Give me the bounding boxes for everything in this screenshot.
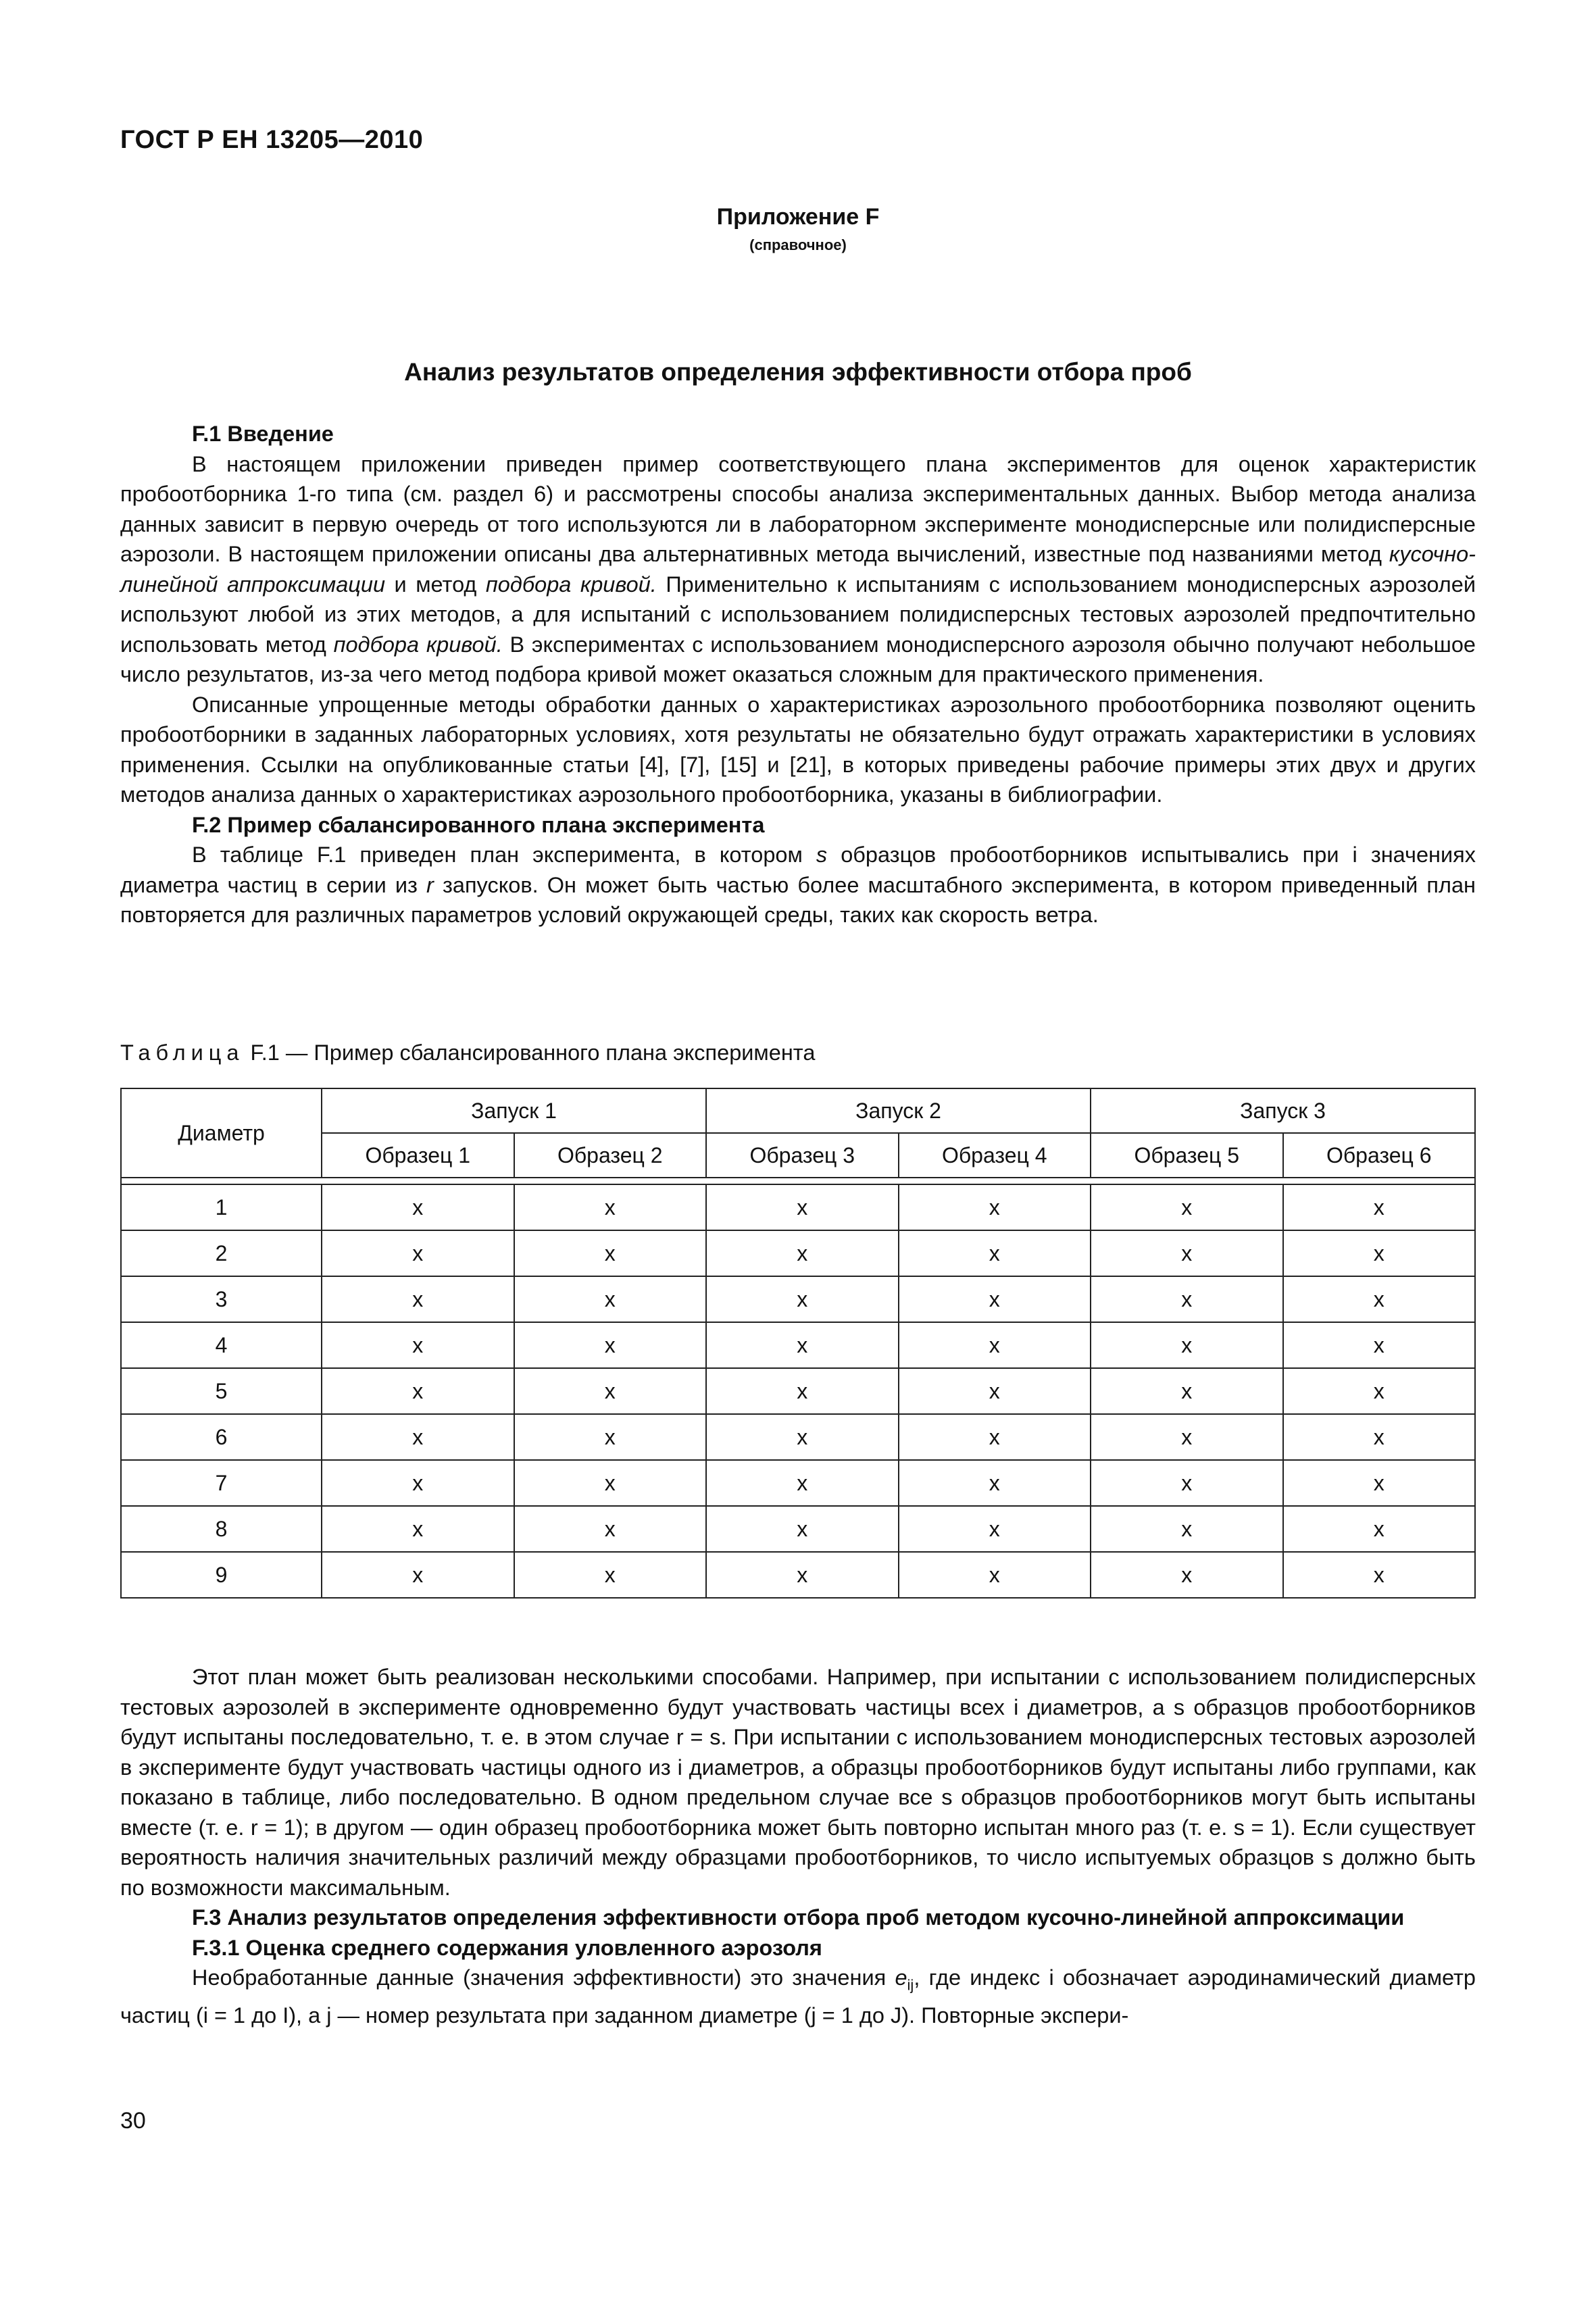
table-row [121, 1552, 1475, 1598]
table-cell-diameter: 3 [121, 1276, 322, 1322]
paragraph-f1-1 [120, 449, 1476, 690]
table-cell-mark: x [322, 1368, 514, 1414]
table-cell-mark: x [514, 1506, 707, 1552]
italic-variable: e [895, 1965, 907, 1990]
subscript-index: ij [907, 1976, 914, 1994]
paragraph-f1-2: Описанные упрощенные методы обработки данных о характеристиках аэрозольного пробоотборника позволяют оценить пробоотборники в заданных лабораторных условиях, хотя результаты не обязательно будут отражать характеристики в условиях применения. Ссылки на опубликованные статьи [4], [7], [15] и [21], в которых приведены рабочие примеры этих двух и других методов анализа данных о характеристиках аэрозольного пробоотборника, указаны в библиографии. [120, 692, 1476, 807]
italic-term: подбора кривой. [485, 572, 657, 597]
table-cell-mark: x [1283, 1184, 1476, 1230]
table-cell-mark: x [322, 1184, 514, 1230]
table-cell-mark: x [706, 1414, 899, 1460]
table-cell-mark: x [706, 1322, 899, 1368]
table-cell-mark: x [322, 1506, 514, 1552]
italic-variable: s [816, 842, 828, 867]
italic-term: кусочно-линейной аппроксимации [120, 542, 1476, 597]
text-span: , где индекс i обозначает аэродинамический диаметр частиц (i = 1 до I), а j — номер результата при заданном диаметре (j = 1 до J). Повторные экспери- [120, 1965, 1476, 2028]
table-separator [121, 1178, 1475, 1184]
table-cell-diameter: 1 [121, 1184, 322, 1230]
table-cell-diameter: 9 [121, 1552, 322, 1598]
table-caption-text: F.1 — Пример сбалансированного плана эксперимента [244, 1040, 816, 1065]
table-cell-mark: x [322, 1552, 514, 1598]
table-cell-mark: x [1091, 1414, 1283, 1460]
table-cell-mark: x [322, 1414, 514, 1460]
text-span: В экспериментах с использованием монодисперсного аэрозоля обычно получают небольшое число результатов, из-за чего метод подбора кривой может оказаться сложным для практического применения. [120, 632, 1476, 686]
table-cell-mark: x [706, 1368, 899, 1414]
table-cell-diameter: 4 [121, 1322, 322, 1368]
table-cell-mark: x [1283, 1552, 1476, 1598]
italic-term: подбора кривой. [333, 632, 503, 657]
table-cell-mark: x [899, 1276, 1091, 1322]
table-cell-mark: x [706, 1552, 899, 1598]
document-id-header: ГОСТ Р ЕН 13205—2010 [120, 126, 424, 154]
table-row [121, 1506, 1475, 1552]
table-cell-mark: x [899, 1552, 1091, 1598]
table-cell-mark: x [514, 1230, 707, 1276]
table-cell-mark: x [706, 1506, 899, 1552]
table-cell-mark: x [706, 1460, 899, 1506]
table-cell-mark: x [899, 1414, 1091, 1460]
appendix-type: (справочное) [749, 236, 847, 253]
experiment-plan-table [120, 1088, 1476, 1599]
paragraph-f31 [120, 1963, 1476, 2031]
table-cell-mark: x [322, 1230, 514, 1276]
text-span: В таблице F.1 приведен план эксперимента, в котором [192, 842, 816, 867]
table-cell-mark: x [899, 1184, 1091, 1230]
table-cell-mark: x [1091, 1506, 1283, 1552]
table-row [121, 1184, 1475, 1230]
table-header-sample: Образец 1 [322, 1133, 514, 1178]
table-header-sample: Образец 6 [1283, 1133, 1476, 1178]
table-cell-mark: x [322, 1460, 514, 1506]
table-cell-mark: x [514, 1414, 707, 1460]
table-cell-mark: x [1283, 1230, 1476, 1276]
italic-variable: r [426, 872, 434, 897]
table-cell-mark: x [899, 1230, 1091, 1276]
table-cell-mark: x [322, 1276, 514, 1322]
table-cell-diameter: 6 [121, 1414, 322, 1460]
text-span: В настоящем приложении приведен пример соответствующего плана экспериментов для оценок характеристик пробоотборника 1-го типа (см. раздел 6) и рассмотрены способы анализа экспериментальных данных. Выбор метода анализа данных зависит в первую очередь от того используются ли в лабораторном эксперименте монодисперсные или полидисперсные аэрозоли. В настоящем приложении описаны два альтернативных метода вычислений, известные под названиями метод [120, 451, 1476, 566]
table-cell-mark: x [1283, 1276, 1476, 1322]
text-span: и метод [385, 572, 486, 597]
table-caption [120, 1040, 815, 1065]
text-span: Применительно к испытаниям с использованием монодисперсных аэрозолей используют любой из этих методов, а для испытаний с использованием полидисперсных тестовых аэрозолей предпочтительно использовать метод [120, 572, 1476, 657]
section-heading-f3: F.3 Анализ результатов определения эффективности отбора проб методом кусочно-линейной аппроксимации [192, 1905, 1405, 1930]
table-cell-mark: x [1091, 1276, 1283, 1322]
table-cell-diameter: 8 [121, 1506, 322, 1552]
table-cell-mark: x [1091, 1368, 1283, 1414]
table-row [121, 1368, 1475, 1414]
page-number: 30 [120, 2108, 146, 2134]
table-row [121, 1276, 1475, 1322]
table-cell-mark: x [1091, 1552, 1283, 1598]
table-row [121, 1322, 1475, 1368]
table-cell-mark: x [899, 1322, 1091, 1368]
table-caption-prefix: Таблица [120, 1040, 245, 1065]
table-cell-mark: x [514, 1552, 707, 1598]
table-separator-cell [121, 1178, 1475, 1184]
table-cell-mark: x [1091, 1322, 1283, 1368]
table-cell-mark: x [514, 1322, 707, 1368]
table-cell-mark: x [1283, 1414, 1476, 1460]
table-cell-mark: x [514, 1276, 707, 1322]
table-header-run: Запуск 3 [1091, 1088, 1475, 1133]
paragraph-f2-1 [120, 840, 1476, 930]
section-heading-f31: F.3.1 Оценка среднего содержания уловленного аэрозоля [192, 1935, 822, 1960]
table-cell-mark: x [1283, 1460, 1476, 1506]
table-row [121, 1414, 1475, 1460]
appendix-title: Приложение F [716, 204, 880, 230]
text-span: Необработанные данные (значения эффективности) это значения [192, 1965, 895, 1990]
table-row [121, 1230, 1475, 1276]
table-cell-mark: x [514, 1460, 707, 1506]
table-cell-diameter: 5 [121, 1368, 322, 1414]
table-header-run: Запуск 1 [322, 1088, 706, 1133]
table-body [121, 1178, 1475, 1598]
table-cell-mark: x [1283, 1506, 1476, 1552]
table-header-run: Запуск 2 [706, 1088, 1091, 1133]
table-cell-mark: x [899, 1506, 1091, 1552]
section-heading-f1: F.1 Введение [192, 422, 334, 446]
table-cell-mark: x [1091, 1184, 1283, 1230]
table-cell-diameter: 7 [121, 1460, 322, 1506]
table-cell-diameter: 2 [121, 1230, 322, 1276]
table-header-sample: Образец 3 [706, 1133, 899, 1178]
table-cell-mark: x [706, 1230, 899, 1276]
table-cell-mark: x [514, 1184, 707, 1230]
section-heading-f2: F.2 Пример сбалансированного плана эксперимента [192, 812, 765, 837]
table-header-sample: Образец 5 [1091, 1133, 1283, 1178]
table-header-sample: Образец 2 [514, 1133, 707, 1178]
table-cell-mark: x [514, 1368, 707, 1414]
table-header-diameter: Диаметр [121, 1088, 322, 1178]
text-span: образцов пробоотборников испытывались при i значениях диаметра частиц в серии из [120, 842, 1476, 897]
text-span: запусков. Он может быть частью более масштабного эксперимента, в котором приведенный план повторяется для различных параметров условий окружающей среды, таких как скорость ветра. [120, 872, 1476, 927]
table-cell-mark: x [706, 1276, 899, 1322]
main-title: Анализ результатов определения эффективности отбора проб [404, 358, 1192, 386]
table-cell-mark: x [1091, 1230, 1283, 1276]
section-f2-f3 [120, 1662, 1476, 2031]
table-cell-mark: x [1283, 1368, 1476, 1414]
table-cell-mark: x [1283, 1322, 1476, 1368]
table-header-sample: Образец 4 [899, 1133, 1091, 1178]
table-cell-mark: x [1091, 1460, 1283, 1506]
table-cell-mark: x [899, 1368, 1091, 1414]
paragraph-after-table: Этот план может быть реализован несколькими способами. Например, при испытании с использованием полидисперсных тестовых аэрозолей в эксперименте одновременно будут участвовать частицы всех i диаметров, а s образцов пробоотборников будут испытаны последовательно, т. е. в этом случае r = s. При испытании с использованием монодисперсных тестовых аэрозолей в эксперименте будут участвовать частицы одного из i диаметров, а образцы пробоотборников будут испытаны либо группами, как показано в таблице, либо последовательно. В одном предельном случае все s образцов пробоотборников могут быть испытаны вместе (т. е. r = 1); в другом — один образец пробоотборника может быть повторно испытан много раз (т. е. s = 1). Если существует вероятность наличия значительных различий между образцами пробоотборников, то число испытуемых образцов s должно быть по возможности максимальным. [120, 1665, 1476, 1900]
table-row [121, 1460, 1475, 1506]
table-cell-mark: x [706, 1184, 899, 1230]
table-cell-mark: x [899, 1460, 1091, 1506]
table-cell-mark: x [322, 1322, 514, 1368]
section-f1-f2 [120, 419, 1476, 930]
